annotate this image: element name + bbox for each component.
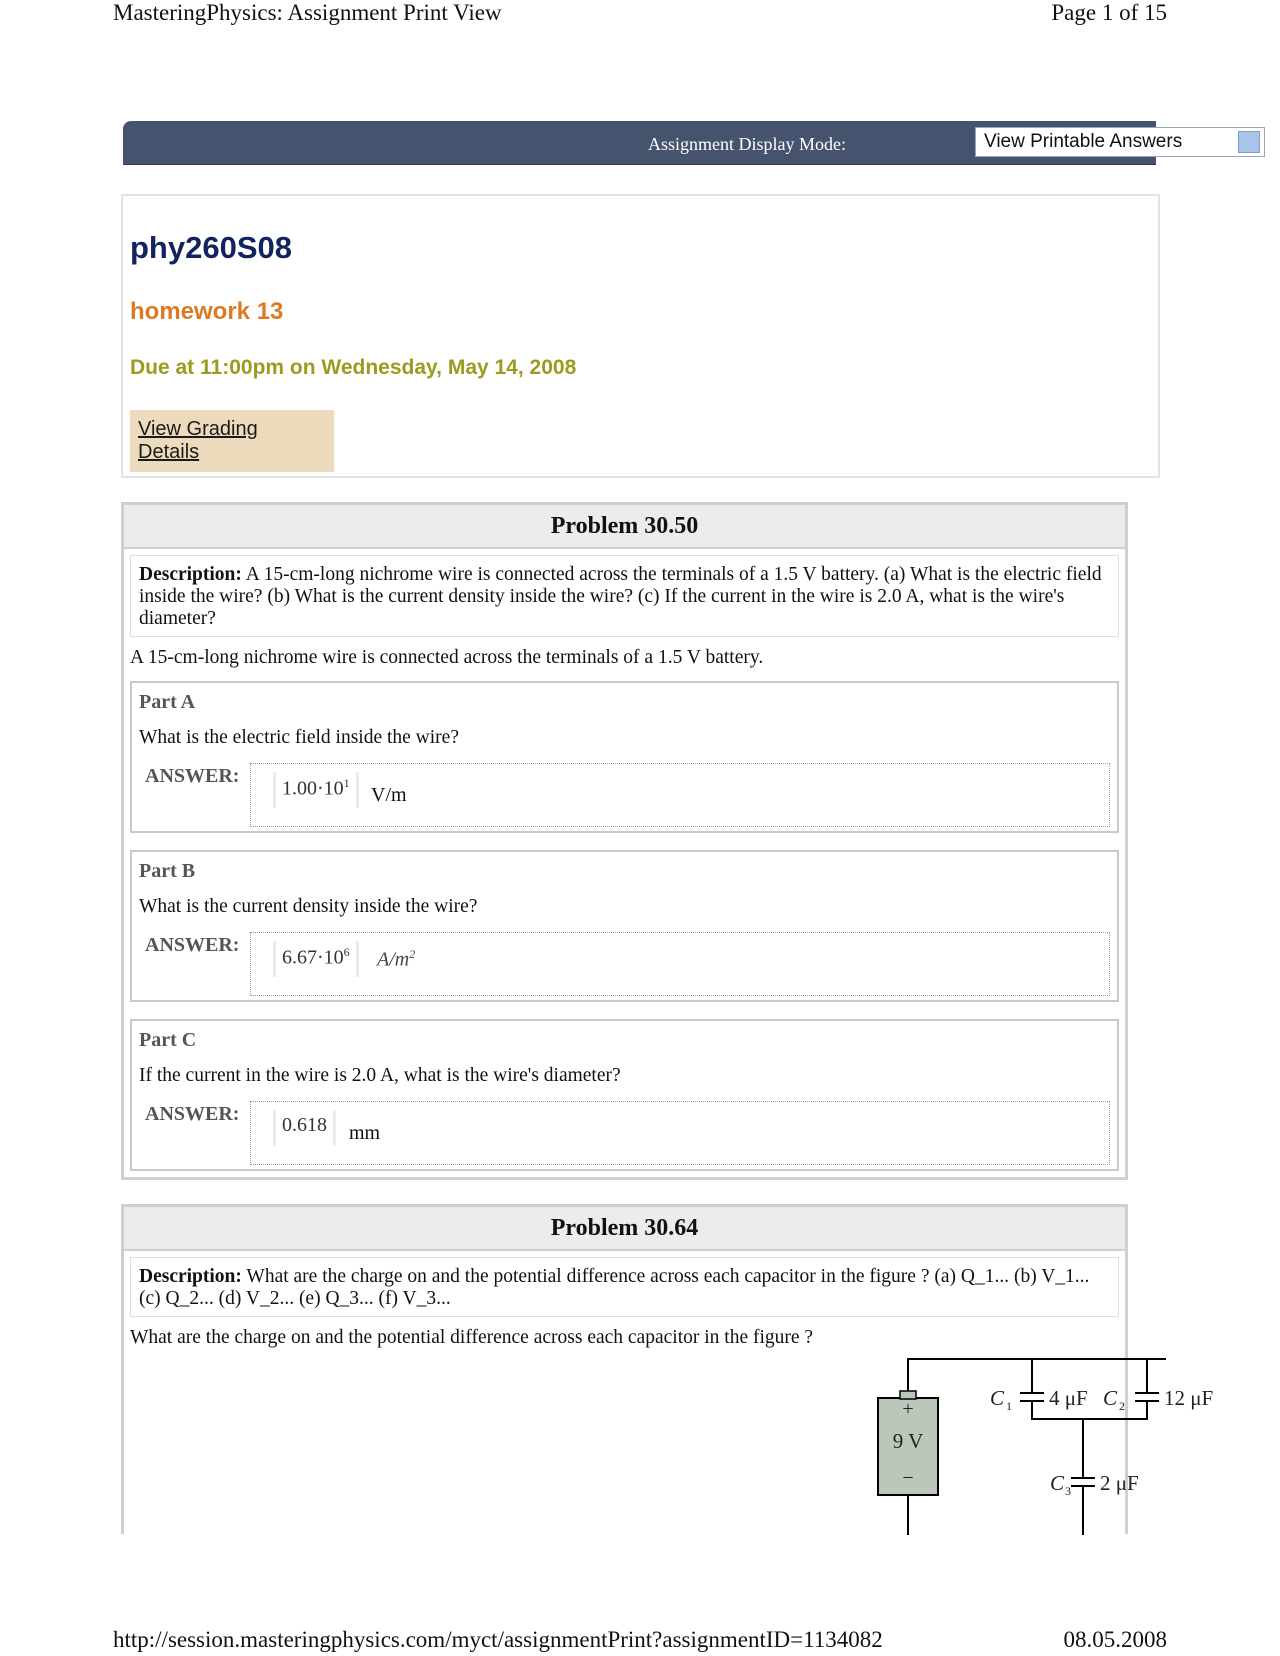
answer-box <box>250 932 1110 996</box>
answer-value: $6.67\cdot 10^6$ <box>273 941 359 977</box>
part-label: Part B <box>139 860 196 882</box>
answer-row <box>139 763 1110 843</box>
assignment-info <box>121 194 1160 478</box>
part-label: Part C <box>139 1029 197 1051</box>
problem-card <box>121 1204 1214 1534</box>
page-header-title: MasteringPhysics: Assignment Print View <box>113 0 502 25</box>
part-b <box>130 850 1119 1002</box>
problem-card <box>121 502 1128 1180</box>
problem-description: Description: What are the charge on and the potential difference across each capacitor in the figure ? (a) Q_1... (b) V_1... (c) Q_2... (d) V_2... (e) Q_3... (f) V_3... <box>130 1257 1119 1317</box>
due-date: Due at 11:00pm on Wednesday, May 14, 2008 <box>130 356 577 379</box>
capacitor-circuit-figure <box>744 1347 1214 1537</box>
problem-title: Problem 30.64 <box>124 1207 1125 1251</box>
answer-label: ANSWER: <box>145 765 240 787</box>
circuit-wire-top <box>908 1359 1166 1394</box>
display-mode-value: View Printable Answers <box>984 131 1183 152</box>
c1-label: C <box>990 1386 1005 1410</box>
problem-intro: A 15-cm-long nichrome wire is connected across the terminals of a 1.5 V battery. <box>130 647 764 668</box>
page-number: Page 1 of 15 <box>1051 0 1167 25</box>
assignment-title: homework 13 <box>130 298 284 325</box>
c2-subscript: 2 <box>1119 1399 1125 1413</box>
battery-voltage-label: 9 V <box>892 1429 924 1453</box>
answer-value: 0.618 <box>273 1110 336 1146</box>
answer-box <box>250 1101 1110 1165</box>
view-grading-details-link[interactable]: View Grading Details <box>138 418 258 463</box>
course-name: phy260S08 <box>130 230 292 265</box>
part-question: What is the current density inside the wire? <box>139 896 478 917</box>
answer-label: ANSWER: <box>145 934 240 956</box>
part-question: If the current in the wire is 2.0 A, what is the wire's diameter? <box>139 1065 621 1086</box>
part-c <box>130 1019 1119 1171</box>
answer-box <box>250 763 1110 827</box>
display-mode-label: Assignment Display Mode: <box>648 134 846 154</box>
part-label: Part A <box>139 691 196 713</box>
c2-value: 12 μF <box>1164 1386 1214 1410</box>
answer-label: ANSWER: <box>145 1103 240 1125</box>
print-date: 08.05.2008 <box>1063 1627 1167 1652</box>
c3-value: 2 μF <box>1100 1471 1139 1495</box>
display-mode-bar <box>123 121 1183 164</box>
part-a <box>130 681 1119 833</box>
c3-subscript: 3 <box>1065 1484 1071 1498</box>
problem-title: Problem 30.50 <box>124 505 1125 549</box>
answer-row <box>139 1101 1110 1181</box>
grading-details-box <box>130 410 334 472</box>
c1-subscript: 1 <box>1006 1399 1012 1413</box>
display-mode-select[interactable] <box>975 127 1265 157</box>
answer-row <box>139 932 1110 1012</box>
page-url: http://session.masteringphysics.com/myct/assignmentPrint?assignmentID=1134082 <box>113 1627 883 1652</box>
c3-label: C <box>1050 1471 1065 1495</box>
problem-description: Description: A 15-cm-long nichrome wire is connected across the terminals of a 1.5 V battery. (a) What is the electric field inside the wire? (b) What is the current density inside the wire? (c) If the current in the wire is 2.0 A, what is the wire's diameter? <box>130 555 1119 637</box>
problem-intro: What are the charge on and the potential difference across each capacitor in the figure ? <box>130 1327 814 1348</box>
battery-plus-sign: + <box>902 1398 914 1420</box>
dropdown-arrow-icon[interactable] <box>1238 131 1260 153</box>
answer-value: $1.00\cdot 10^1$ <box>273 772 359 808</box>
answer-unit: V/m <box>371 784 407 806</box>
answer-unit: mm <box>349 1122 381 1144</box>
c1-value: 4 μF <box>1049 1386 1088 1410</box>
battery-minus-sign: − <box>902 1467 914 1489</box>
answer-unit: $A/m^2$ <box>377 947 416 971</box>
part-question: What is the electric field inside the wire? <box>139 727 459 748</box>
c2-label: C <box>1103 1386 1118 1410</box>
